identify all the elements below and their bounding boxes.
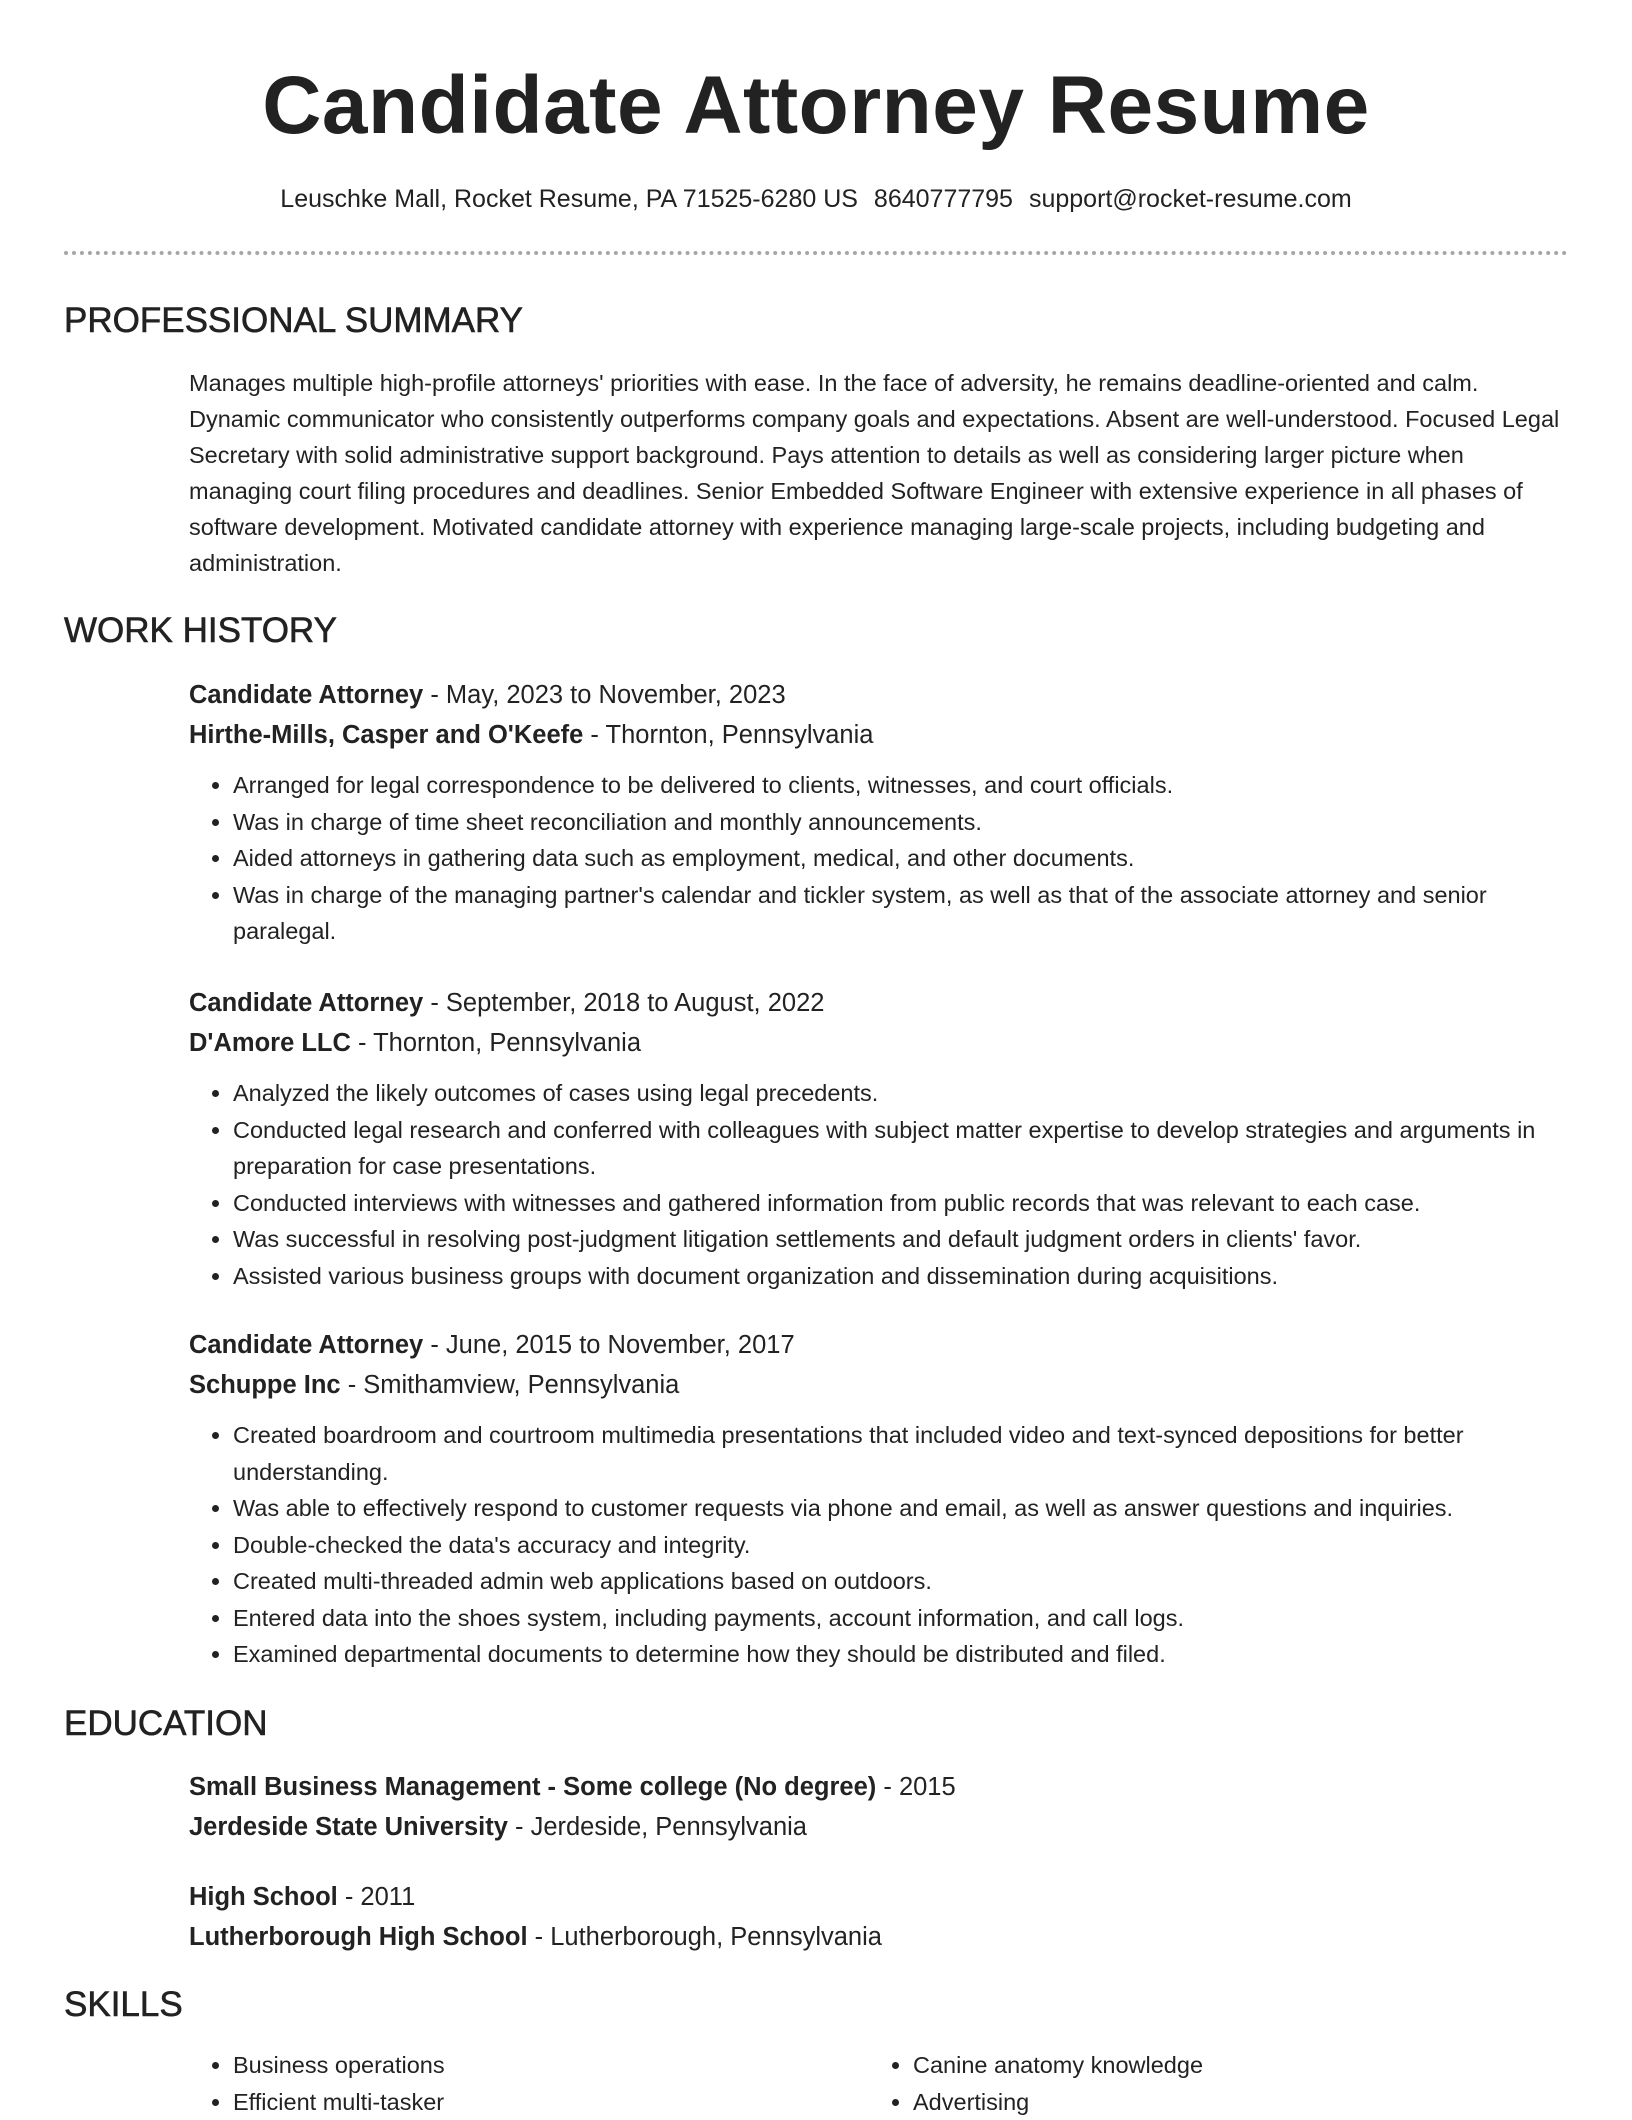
education-school: Jerdeside State University xyxy=(189,1813,508,1841)
phone: 8640777795 xyxy=(874,185,1013,213)
resume-title: Candidate Attorney Resume xyxy=(64,58,1568,154)
list-item: • Aided attorneys in gathering data such as employment, medical, and other documents. xyxy=(233,840,1569,877)
list-item: • Arranged for legal correspondence to be delivered to clients, witnesses, and court officials. xyxy=(233,767,1569,804)
section-title-education: EDUCATION xyxy=(64,1702,268,1746)
job-company-line xyxy=(189,1365,1569,1405)
education-year: - 2011 xyxy=(338,1883,416,1911)
list-item: • Entered data into the shoes system, including payments, account information, and call logs. xyxy=(233,1600,1569,1637)
skills-bullets xyxy=(869,2047,1549,2120)
skill-item: • Advertising xyxy=(913,2084,1549,2120)
job-title-line xyxy=(189,675,1569,715)
education-entry xyxy=(189,1767,1569,1847)
section-title-summary: PROFESSIONAL SUMMARY xyxy=(64,299,523,343)
skills-bullets xyxy=(189,2047,869,2120)
job-dates: - May, 2023 to November, 2023 xyxy=(423,681,785,709)
job-company-line xyxy=(189,1023,1569,1063)
job-dates: - September, 2018 to August, 2022 xyxy=(423,989,824,1017)
skills-column-right xyxy=(869,2047,1549,2120)
list-item: • Created multi-threaded admin web applications based on outdoors. xyxy=(233,1563,1569,1600)
job-entry xyxy=(189,1325,1569,1673)
job-role: Candidate Attorney xyxy=(189,681,423,709)
summary-text: Manages multiple high-profile attorneys' priorities with ease. In the face of adversity, he remains deadline-oriented and calm. Dynamic communicator who consistently outperforms company goals and expectations. Absent are well-understood. Focused Legal Secretary with solid administrative support background. Pays attention to details as well as considering larger picture when managing court filing procedures and deadlines. Senior Embedded Software Engineer with extensive experience in all phases of software development. Motivated candidate attorney with experience managing large-scale projects, including budgeting and administration. xyxy=(189,365,1569,581)
education-school: Lutherborough High School xyxy=(189,1923,528,1951)
skill-item: • Efficient multi-tasker xyxy=(233,2084,869,2120)
job-company: Hirthe-Mills, Casper and O'Keefe xyxy=(189,721,583,749)
email: support@rocket-resume.com xyxy=(1029,185,1352,213)
job-entry xyxy=(189,675,1569,950)
list-item: • Was able to effectively respond to customer requests via phone and email, as well as answer questions and inquiries. xyxy=(233,1490,1569,1527)
job-role: Candidate Attorney xyxy=(189,989,423,1017)
education-location: - Lutherborough, Pennsylvania xyxy=(528,1923,882,1951)
list-item: • Examined departmental documents to determine how they should be distributed and filed. xyxy=(233,1636,1569,1673)
list-item: • Analyzed the likely outcomes of cases using legal precedents. xyxy=(233,1075,1569,1112)
job-bullets xyxy=(189,767,1569,950)
list-item: • Was successful in resolving post-judgment litigation settlements and default judgment orders in clients' favor. xyxy=(233,1221,1569,1258)
skills-list xyxy=(189,2047,1569,2120)
list-item: • Conducted interviews with witnesses and gathered information from public records that was relevant to each case. xyxy=(233,1185,1569,1222)
list-item: • Created boardroom and courtroom multimedia presentations that included video and text-synced depositions for better understanding. xyxy=(233,1417,1569,1490)
job-title-line xyxy=(189,983,1569,1023)
job-company-line xyxy=(189,715,1569,755)
job-location: - Thornton, Pennsylvania xyxy=(351,1029,641,1057)
job-company: Schuppe Inc xyxy=(189,1371,341,1399)
education-entry xyxy=(189,1877,1569,1957)
education-school-line xyxy=(189,1917,1569,1957)
job-location: - Thornton, Pennsylvania xyxy=(583,721,873,749)
list-item: • Assisted various business groups with document organization and dissemination during acquisitions. xyxy=(233,1258,1569,1295)
list-item: • Was in charge of the managing partner's calendar and tickler system, as well as that of the associate attorney and senior paralegal. xyxy=(233,877,1569,950)
skill-item: • Canine anatomy knowledge xyxy=(913,2047,1549,2084)
header-divider xyxy=(64,251,1568,255)
education-degree-line xyxy=(189,1877,1569,1917)
list-item: • Conducted legal research and conferred with colleagues with subject matter expertise to develop strategies and arguments in preparation for case presentations. xyxy=(233,1112,1569,1185)
education-year: - 2015 xyxy=(876,1773,955,1801)
skill-item: • Business operations xyxy=(233,2047,869,2084)
job-location: - Smithamview, Pennsylvania xyxy=(341,1371,680,1399)
education-school-line xyxy=(189,1807,1569,1847)
job-entry xyxy=(189,983,1569,1294)
section-title-skills: SKILLS xyxy=(64,1983,183,2027)
education-degree: High School xyxy=(189,1883,338,1911)
list-item: • Was in charge of time sheet reconciliation and monthly announcements. xyxy=(233,804,1569,841)
job-company: D'Amore LLC xyxy=(189,1029,351,1057)
job-bullets xyxy=(189,1417,1569,1673)
job-dates: - June, 2015 to November, 2017 xyxy=(423,1331,794,1359)
job-role: Candidate Attorney xyxy=(189,1331,423,1359)
education-degree: Small Business Management - Some college (No degree) xyxy=(189,1773,876,1801)
education-location: - Jerdeside, Pennsylvania xyxy=(508,1813,807,1841)
list-item: • Double-checked the data's accuracy and integrity. xyxy=(233,1527,1569,1564)
job-bullets xyxy=(189,1075,1569,1294)
address: Leuschke Mall, Rocket Resume, PA 71525-6280 US xyxy=(280,185,858,213)
job-title-line xyxy=(189,1325,1569,1365)
education-degree-line xyxy=(189,1767,1569,1807)
section-title-work: WORK HISTORY xyxy=(64,609,337,653)
skills-column-left xyxy=(189,2047,869,2120)
contact-line xyxy=(64,181,1568,217)
